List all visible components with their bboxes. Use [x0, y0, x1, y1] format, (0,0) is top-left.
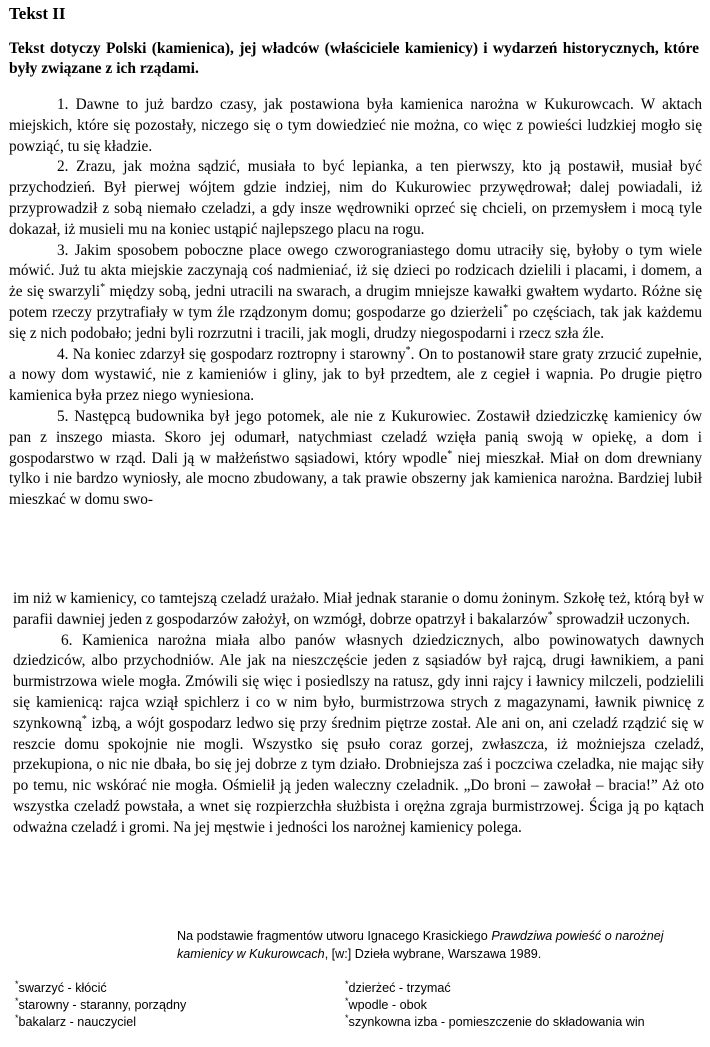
- paragraph-4-part-2: . On to postanowił stare graty zrzucić zupełnie, a nowy dom wystawić, nie z kamieniów i gliny, jak to był przedtem, ale z cegieł i wapnia. Po drugie piętro kamienica była przez niego wyniesiona.: [9, 345, 702, 405]
- text-body-lower: [13, 589, 704, 839]
- paragraph-6-part-1: 6. Kamienica narożna miała albo panów własnych dziedzicznych, albo powinowatych dawnych dziedziców, albo przychodniów. Ale jak na nieszczęście jeden z sąsiadów był rajcą, drugi ławnikiem, a pani burmistrzowa wiele mogła. Zmówili się więc i posiedlszy na ratusz, gdy inni rajcy i ławnicy milczeli, podzielili się kamienicą: rajca wziął spichlerz i co w nim było, burmistrzowa strych z magazynami, ławnik piwnicę z szynkowną: [13, 631, 704, 732]
- footnote-text: szynkowna izba - pomieszczenie do składowania win: [348, 1015, 645, 1029]
- source-prefix: Na podstawie fragmentów utworu Ignacego Krasickiego: [177, 929, 492, 943]
- footnote-marker: *: [15, 996, 19, 1006]
- footnote-text: wpodle - obok: [348, 998, 427, 1012]
- paragraph-1: 1. Dawne to już bardzo czasy, jak postawiona była kamienica narożna w Kukurowcach. W aktach miejskich, które się pozostały, niczego się o tym dowiedzieć nie można, co więc z powieści ludzkiej mogło się powziąć, tu się kładzie.: [9, 96, 702, 155]
- source-citation: [177, 927, 692, 963]
- paragraph-3-part-2: między sobą, jedni utracili na swarach, a drugim mniejsze kawałki gwałtem wydarto. Różne się potem rzeczy przytrafiały w tym źle rządzonym domu; gospodarze go dzierżeli: [9, 283, 702, 321]
- footnote-text: starowny - staranny, porządny: [18, 998, 187, 1012]
- footnote-item: [345, 997, 645, 1014]
- text-body-upper: [9, 95, 702, 511]
- paragraph-4-part-1: 4. Na koniec zdarzył się gospodarz roztropny i starowny: [57, 345, 406, 363]
- source-suffix: , [w:] Dzieła wybrane, Warszawa 1989.: [324, 947, 542, 961]
- footnote-marker: *: [447, 448, 453, 460]
- footnote-marker: *: [405, 344, 411, 356]
- footnote-item: [345, 1014, 645, 1031]
- footnote-marker: *: [345, 996, 349, 1006]
- footnote-text: swarzyć - kłócić: [18, 981, 107, 995]
- paragraph-3-part-3: po częściach, tak jak każdemu się z nich podobało; jedni byli rozrzutni i tracili, jak mogli, drudzy niegospodarni i rzecz szła źle.: [9, 303, 702, 342]
- footnote-text: bakalarz - nauczyciel: [18, 1015, 137, 1029]
- paragraph-2: 2. Zrazu, jak można sądzić, musiała to być lepianka, a ten pierwszy, kto ją postawił, musiał być przychodzień. Był pierwej wójtem gdzie indziej, nim do Kukurowiec przywędrował; dalej powiadali, iż przyprowadził z sobą niemało czeladzi, a gdy insze wędrowniki oprzeć się chcieli, on przemysłem i mocą tyle dokazał, iż musieli mu na koniec ustąpić najlepszego placu na rogu.: [9, 158, 702, 238]
- footnotes-left-column: [15, 980, 186, 1031]
- paragraph-5-part-2: niej mieszkał. Miał on dom drewniany tylko i nie bardzo wyniosły, ale mocno zbudowany, a tak prawie obszerny jak kamienica narożna. Bardziej lubił mieszkać w domu swo-: [9, 449, 702, 509]
- paragraph-6-part-2: izbą, a wójt gospodarz ledwo się przy średnim piętrze został. Ale ani on, ani czeladź rządzić się w reszcie domu spokojnie nie mogli. Wszystko się psuło coraz gorzej, zwłaszcza, iż możniejsza czeladź, przekupiona, o nic nie dbała, bo się jej dobrze z tym działo. Drobniejsza zaś i poczciwa czeladka, nie mając siły po temu, nic wskórać nie mogła. Ośmielił ją jeden waleczny czeladnik. „Do broni – zawołał – bracia!” Aż oto wszystka czeladź powstała, a wnet się rozpierzchła służbista i orężna zgraja burmistrzowej. Ściga ją po kątach odważna czeladź i gromi. Na jej męstwie i jedności los narożnej kamienicy polega.: [13, 714, 704, 836]
- paragraph-3-part-1: 3. Jakim sposobem poboczne place owego czworograniastego domu utraciły się, byłoby o tym wiele mówić. Już tu akta miejskie zaczynają coś nadmieniać, iż się dzieci po rodzicach dzielili i placami, i domem, a że się swarzyli: [9, 241, 702, 301]
- paragraph-3: [9, 241, 702, 345]
- footnote-item: [15, 997, 186, 1014]
- section-title: Tekst II: [9, 4, 66, 23]
- paragraph-5-continued: [13, 589, 704, 631]
- footnote-marker: *: [15, 1013, 19, 1023]
- paragraph-6: [13, 631, 704, 839]
- paragraph-5-part-4: sprowadził uczonych.: [552, 610, 690, 628]
- source-title: Prawdziwa powieść o narożnej kamienicy w Kukurowcach: [177, 929, 664, 961]
- footnote-item: [345, 980, 645, 997]
- footnotes-right-column: [345, 980, 645, 1031]
- paragraph-4: [9, 345, 702, 407]
- footnote-marker: *: [345, 1013, 349, 1023]
- paragraph-5-part-1: 5. Następcą budownika był jego potomek, ale nie z Kukurowiec. Zostawił dziedziczkę kamienicy ów pan z inszego miasta. Skoro jej odumarł, natychmiast czeladź wzięła panią swoją w opiekę, a dom i gospodarstwo w rząd. Dali ją w małżeństwo sąsiadowi, który wpodle: [9, 407, 702, 467]
- footnote-marker: *: [503, 302, 509, 314]
- footnote-item: [15, 1014, 186, 1031]
- paragraph-5: [9, 407, 702, 511]
- footnote-text: dzierżeć - trzymać: [348, 981, 451, 995]
- footnote-item: [15, 980, 186, 997]
- footnote-marker: *: [81, 713, 87, 725]
- footnote-marker: *: [15, 979, 19, 989]
- footnote-marker: *: [345, 979, 349, 989]
- footnote-marker: *: [547, 609, 553, 621]
- footnote-marker: *: [100, 282, 106, 294]
- intro-text: Tekst dotyczy Polski (kamienica), jej władców (właściciele kamienicy) i wydarzeń historycznych, które były związane z ich rządami.: [9, 40, 699, 77]
- paragraph-5-part-3: im niż w kamienicy, co tamtejszą czeladź urażało. Miał jednak staranie o domu żoninym. Szkołę też, którą był w parafii dawniej jeden z gospodarzów założył, on wzmógł, dobrze opatrzył i bakalarzów: [13, 590, 704, 628]
